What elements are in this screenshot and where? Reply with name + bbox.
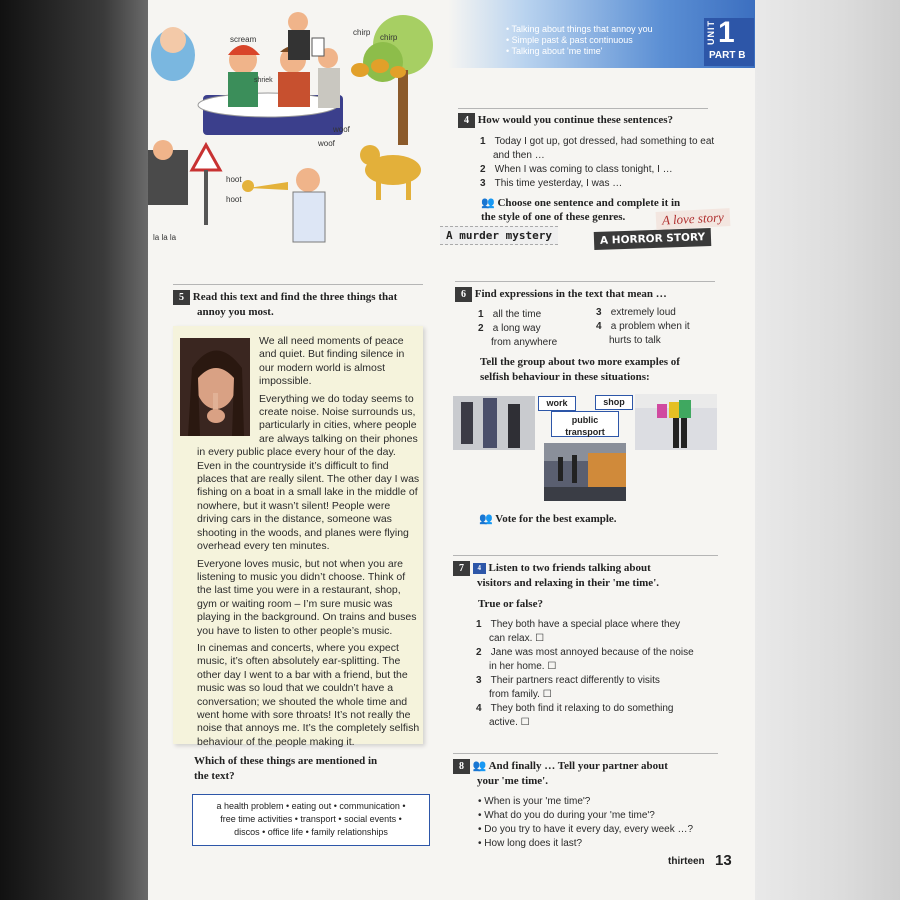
genre-love-story: A love story (656, 208, 731, 230)
ex7-list (476, 618, 726, 730)
exercise-title: How would you continue these sentences? (477, 114, 674, 127)
noisy-scene-illustration (148, 0, 448, 260)
list-item: 3 extremely loud (596, 307, 676, 318)
bullet-item: • Do you try to have it every day, every week …? (478, 824, 694, 835)
list-item: 1 all the time (478, 309, 542, 320)
reading-line: create noise. Noise surrounds us, (259, 406, 416, 419)
sound-word: la la la (153, 233, 177, 242)
genre-murder-mystery: A murder mystery (440, 226, 558, 245)
topic-item: • Simple past & past continuous (506, 35, 633, 45)
public-transport-photo (544, 443, 626, 501)
topics-line: a health problem • eating out • communication • (216, 801, 406, 811)
section-divider (453, 753, 718, 754)
situation-tag-work: work (538, 396, 576, 411)
list-item-continuation: hurts to talk (609, 335, 661, 346)
sound-word: chirp (380, 33, 398, 42)
exercise-number: 7 (453, 561, 470, 576)
situation-tag-public-transport: public transport (551, 411, 619, 437)
list-item: 4 They both find it relaxing to do something (476, 703, 674, 714)
reading-line: impossible. (259, 375, 312, 388)
ex5-question: Which of these things are mentioned in the text? (194, 755, 378, 782)
reading-paragraph: In cinemas and concerts, where you expect music, it’s often absolutely ear-splitting. The other day I went to a bar with a friend, but the music was so loud that we couldn’t have a conversation; we shouted the whole time and went home with sore throats! It’s not really the noise that annoys me. It’s the completely selfish behaviour of the people making it. (197, 641, 420, 748)
unit-part: PART B (709, 50, 746, 61)
unit-label: UNIT (706, 20, 716, 45)
ex6-list-left (478, 308, 598, 350)
reading-text-panel (173, 326, 423, 748)
list-item: 3 This time yesterday, I was … (480, 178, 623, 189)
genre-horror-story: A HORROR STORY (594, 228, 712, 250)
sound-word: scream (230, 35, 257, 44)
exercise-title: Find expressions in the text that mean … (474, 288, 667, 301)
bullet-item: • When is your 'me time'? (478, 796, 591, 807)
exercise-8: 8 👥 And finally … Tell your partner about your 'me time'. (453, 753, 718, 789)
page-word: thirteen (668, 856, 705, 867)
topics-line: discos • office life • family relationships (234, 827, 388, 837)
exercise-number: 4 (458, 113, 475, 128)
textbook-page (148, 0, 755, 900)
sound-word: woof (333, 125, 350, 134)
exercise-4 (458, 108, 708, 128)
ex4-list (480, 135, 720, 191)
ex6-list-right (596, 306, 716, 348)
topic-item: • Talking about 'me time' (506, 46, 603, 56)
ex4-instruction: 👥 Choose one sentence and complete it in the style of one of these genres. (481, 197, 681, 223)
work-photo (453, 396, 535, 450)
exercise-5: 5 Read this text and find the three things that annoy you most. (173, 284, 423, 320)
ex6-vote: 👥 Vote for the best example. (479, 513, 617, 525)
topics-line: free time activities • transport • social events • (220, 814, 402, 824)
bullet-item: • What do you do during your 'me time'? (478, 810, 655, 821)
sound-word: hoot (226, 175, 242, 184)
page-edge-background (755, 0, 900, 900)
exercise-number: 5 (173, 290, 190, 305)
list-item-continuation[interactable]: from family. ☐ (489, 689, 552, 700)
reading-line: particularly in cities, where people (259, 419, 417, 432)
reading-paragraph: Everyone loves music, but not when you are listening to music you didn’t choose. Think of the last time you were in a restaurant, shop, gym or waiting room – I’m sure music was playing in the background. On trains and buses you have to listen to other people’s music. (197, 557, 417, 637)
ex6-instruction: Tell the group about two more examples of selfish behaviour in these situations: (480, 356, 680, 383)
list-item: 1 Today I got up, got dressed, had something to eat (480, 136, 715, 147)
pair-work-icon: 👥 (472, 760, 487, 773)
unit-badge (704, 18, 754, 66)
topics-box (192, 794, 430, 846)
ex7-subtitle: True or false? (478, 598, 543, 610)
list-item-continuation[interactable]: can relax. ☐ (489, 633, 545, 644)
ex8-bullets (478, 795, 738, 851)
sound-word: shriek (254, 77, 273, 84)
section-divider (455, 281, 715, 282)
sound-word: hoot (226, 195, 242, 204)
section-divider (173, 284, 423, 285)
list-item: 2 When I was coming to class tonight, I … (480, 164, 673, 175)
reading-line: and quiet. But finding silence in (259, 348, 405, 361)
situation-tag-shop: shop (595, 395, 633, 410)
list-item-continuation[interactable]: in her home. ☐ (489, 661, 557, 672)
list-item: 3 Their partners react differently to visits (476, 675, 660, 686)
sound-word: woof (318, 139, 335, 148)
reading-line: We all need moments of peace (259, 335, 404, 347)
exercise-6 (455, 281, 715, 302)
page-number: 13 (715, 852, 732, 869)
list-item-continuation[interactable]: active. ☐ (489, 717, 530, 728)
pair-work-icon: 👥 (481, 197, 495, 209)
shop-photo (635, 394, 717, 450)
list-item: 2 Jane was most annoyed because of the noise (476, 647, 694, 658)
reading-line: our modern world is almost (259, 361, 386, 374)
sound-word: chirp (353, 28, 371, 37)
list-item: 1 They both have a special place where they (476, 619, 681, 630)
unit-topics (506, 24, 653, 57)
list-item-continuation: from anywhere (491, 337, 558, 348)
reading-text (197, 335, 421, 753)
topic-item: • Talking about things that annoy you (506, 24, 653, 34)
exercise-number: 6 (455, 287, 472, 302)
exercise-number: 8 (453, 759, 470, 774)
reading-line: are always talking on their phones (259, 432, 418, 445)
list-item: 2 a long way (478, 323, 541, 334)
list-item-continuation: and then … (493, 150, 545, 161)
section-divider (453, 555, 718, 556)
audio-track-badge: 4 (473, 563, 486, 574)
book-gutter-shadow (0, 0, 148, 900)
unit-number: 1 (718, 16, 735, 49)
section-divider (458, 108, 708, 109)
group-work-icon: 👥 (479, 513, 493, 525)
reading-line: Everything we do today seems to (259, 392, 414, 405)
exercise-7: 7 4 Listen to two friends talking about visitors and relaxing in their 'me time'. (453, 555, 718, 591)
bullet-item: • How long does it last? (478, 838, 583, 849)
list-item: 4 a problem when it (596, 321, 690, 332)
reading-paragraph: in every public place every hour of the day. Even in the countryside it’s difficult to find places that are really silent. The other day I was fishing on a boat in a small lake in the middle of nowhere, but it wasn’t silent! People were driving cars in the distance, someone was shooting in the woods, and planes were flying overhead every ten minutes. (197, 446, 420, 553)
